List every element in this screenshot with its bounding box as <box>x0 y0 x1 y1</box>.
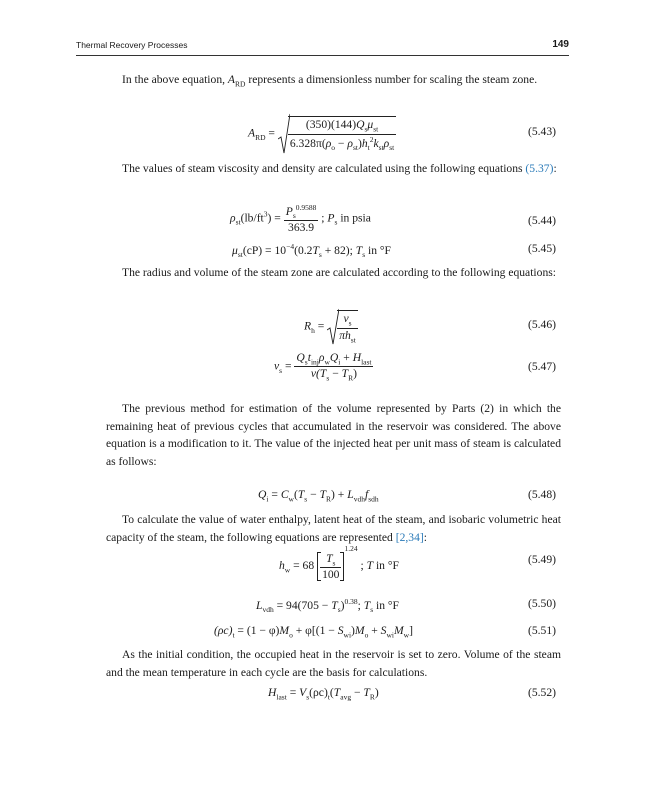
equation-5-43: $A_{RD}$ = $\frac{(350)(144)Q_s\mu_{st}}{6.328\pi(\rho_o - \rho_{st})h_t^2k_{st}\rho_{st}}$ <box>248 113 396 155</box>
running-header <box>76 40 569 54</box>
equation-5-52: $H_{last} = V_s(\rho c)_t(T_{avg} - T_R)$ <box>268 686 379 702</box>
equation-5-48: $Q_i = C_w(T_s - T_R) + L_{vdh}f_{sdh}$ <box>258 488 379 504</box>
equation-5-49: $h_w = 68$ $\frac{T_s}{100}$ $^{1.24}$ ; T in °F <box>279 544 399 581</box>
page-number: 149 <box>552 39 569 50</box>
fraction-5-47: $\frac{Q_st_{inj}\rho_wQ_i + H_{last}}{\nu(T_s - T_R)}$ <box>296 351 372 383</box>
equation-number-5-50: (5.50) <box>528 597 557 610</box>
equation-number-5-49: (5.49) <box>528 553 557 566</box>
paragraph-water-enthalpy: To calculate the value of water enthalpy, latent heat of the steam, and isobaric volumetric heat capacity of the steam, the following equations are represented [2,34]: <box>106 513 561 544</box>
equation-5-46: $R_h$ = $\frac{v_s}{\pi h_{st}}$ <box>304 308 358 346</box>
paragraph-previous-method: The previous method for estimation of the volume represented by Parts (2) in which the remaining heat of previous cycles that accumulated in the reservoir was considered. The above equation is a modification to it. The value of the injected heat per unit mass of steam is calculated as follows: <box>106 402 561 468</box>
fraction-5-44: $\frac{P_s^{0.9588}}{363.9}$ <box>285 203 317 235</box>
equation-number-5-51: (5.51) <box>528 624 557 637</box>
equation-5-44: $\rho_{st}(lb/ft^3)$ = $\frac{P_s^{0.9588}}{363.9}$ ; $P_s$ in psia <box>230 203 371 235</box>
equation-number-5-47: (5.47) <box>528 360 557 373</box>
equation-number-5-52: (5.52) <box>528 686 557 699</box>
equation-number-5-45: (5.45) <box>528 242 557 255</box>
equation-5-51: $(\rho c)_t = (1 - \varphi)M_o + \varphi[(1 - S_{wi})M_o + S_{wi}M_w]$ <box>214 624 413 640</box>
reference-link-5-37[interactable]: (5.37) <box>525 162 554 175</box>
fraction-5-49: $\frac{T_s}{100}$ <box>322 551 340 581</box>
equation-number-5-43: (5.43) <box>528 125 557 138</box>
equation-number-5-44: (5.44) <box>528 214 557 227</box>
header-rule <box>76 55 569 56</box>
reference-link-2-34[interactable]: [2,34] <box>395 530 424 544</box>
bracket-5-49 <box>317 552 344 581</box>
equation-5-47: $v_s$ = $\frac{Q_st_{inj}\rho_wQ_i + H_{last}}{\nu(T_s - T_R)}$ <box>274 351 372 383</box>
equation-number-5-46: (5.46) <box>528 318 557 331</box>
paragraph-ard-description: In the above equation, $A_{RD}$ represents a dimensionless number for scaling the steam zone. <box>122 73 538 89</box>
paragraph-viscosity-density: The values of steam viscosity and density are calculated using the following equations (5.37): <box>122 162 557 175</box>
paragraph-initial-condition: As the initial condition, the occupied heat in the reservoir is set to zero. Volume of the steam and the mean temperature in each cycle are the basis for calculations. <box>106 648 561 679</box>
fraction-5-46: $\frac{v_s}{\pi h_{st}}$ <box>339 312 356 344</box>
equation-5-45: $\mu_{st}(cP) = 10^{-4}(0.2T_s + 82)$; $T_s$ in °F <box>232 242 392 260</box>
fraction-5-43: $\frac{(350)(144)Q_s\mu_{st}}{6.328\pi(\rho_o - \rho_{st})h_t^2k_{st}\rho_{st}}$ <box>289 118 395 152</box>
paragraph-radius-volume: The radius and volume of the steam zone are calculated according to the following equations: <box>122 266 556 279</box>
equation-5-50: $L_{vdh} = 94(705 - T_s)^{0.38}$; $T_s$ in °F <box>256 597 400 615</box>
equation-number-5-48: (5.48) <box>528 488 557 501</box>
running-title: Thermal Recovery Processes <box>76 40 188 50</box>
